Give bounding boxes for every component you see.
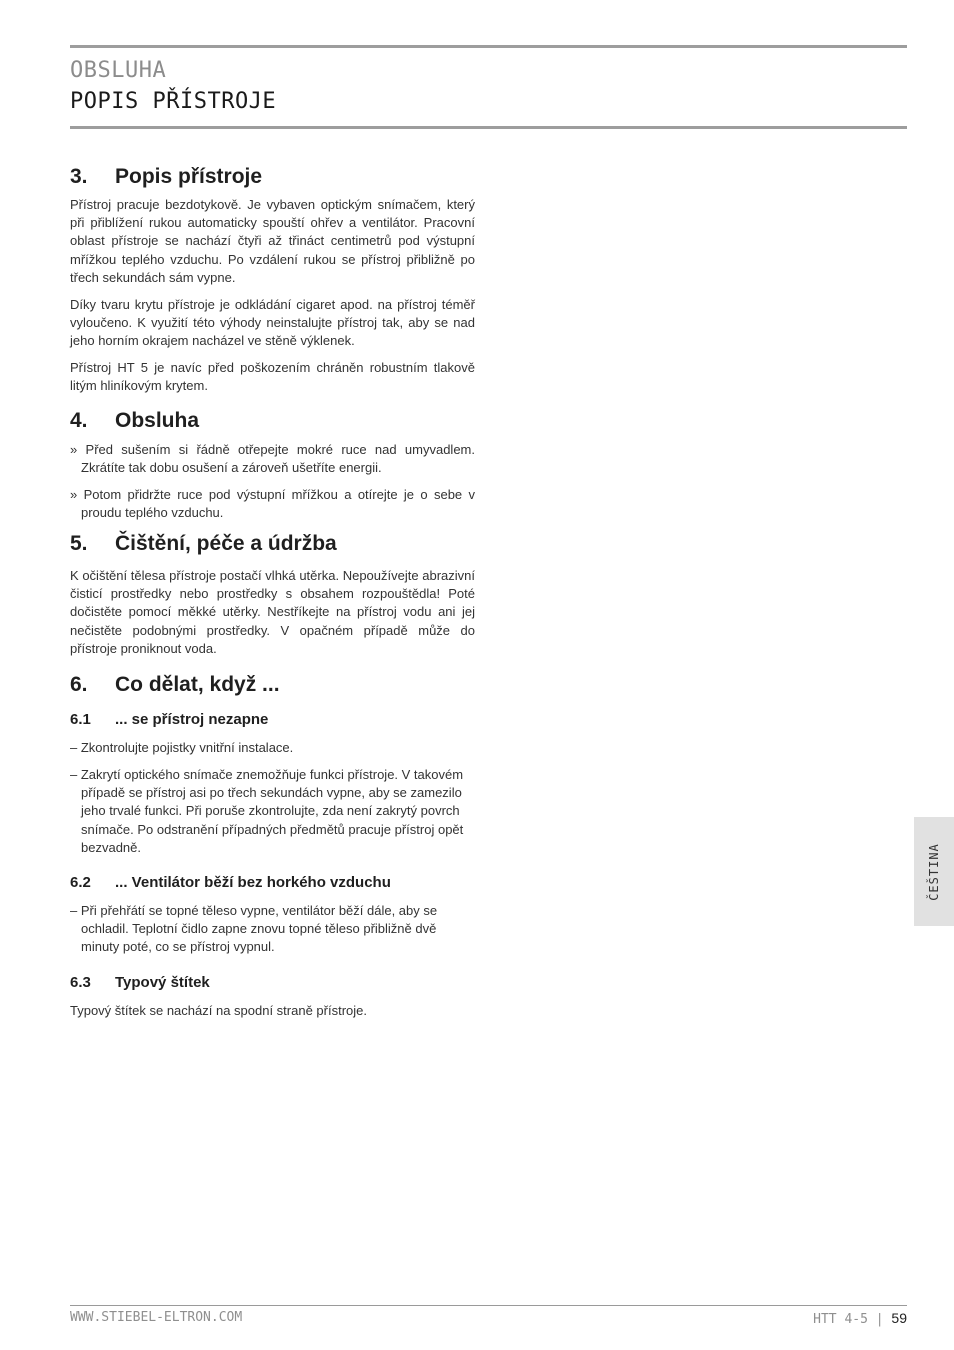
subsection-6-1-heading xyxy=(70,711,268,728)
section-4-number: 4. xyxy=(70,409,88,432)
list-item: – Zakrytí optického snímače znemožňuje funkci přístroje. V takovém případě se přístroj asi po třech sekundách vypne, aby se zamezilo jeho trvalé funkci. Při poruše zkontrolujte, zda není zakrytý povrch snímače. Po odstranění případných předmětů pracuje přístroj opět bezvadně. xyxy=(70,767,464,855)
section-3-title: Popis přístroje xyxy=(115,165,263,188)
list-item: – Při přehřátí se topné těleso vypne, ventilátor běží dále, aby se ochladil. Teplotní čidlo zapne znovu topné těleso přibližně dvě minuty poté, co se přístroj vypnul. xyxy=(70,903,438,955)
subsection-6-2-number: 6.2 xyxy=(70,874,91,891)
section-4-title: Obsluha xyxy=(115,409,200,432)
subsection-6-3-number: 6.3 xyxy=(70,974,91,991)
header-top-rule xyxy=(70,45,907,48)
section-6-number: 6. xyxy=(70,673,88,696)
list-item: » Potom přidržte ruce pod výstupní mřížkou a otírejte je o sebe v proudu teplého vzduchu. xyxy=(70,487,475,521)
section-3-paragraph-1: Přístroj pracuje bezdotykově. Je vybaven optickým snímačem, který při přiblížení rukou automaticky spouští ohřev a ventilátor. Pracovní oblast přístroje se nachází čtyři až třináct centimetrů pod výstupní mřížkou teplého vzduchu. Po vzdálení rukou se přístroj přibližně po třech sekundách sám vypne. xyxy=(70,197,475,285)
footer-separator: | xyxy=(875,1312,884,1327)
footer-rule xyxy=(70,1305,907,1306)
section-3-paragraph-2: Díky tvaru krytu přístroje je odkládání cigaret apod. na přístroj téměř vyloučeno. K využití této výhody neinstalujte přístroj tak, aby se nad jeho horním okrajem nacházel ve stěně výklenek. xyxy=(70,297,475,349)
header-bottom-rule xyxy=(70,126,907,129)
language-tab-label: ČEŠTINA xyxy=(927,842,941,901)
section-5-title: Čištění, péče a údržba xyxy=(115,532,337,555)
language-tab xyxy=(914,817,954,926)
header-section-label: OBSLUHA xyxy=(70,58,167,83)
section-3-heading xyxy=(70,165,262,189)
footer-model: HTT 4-5 xyxy=(813,1312,868,1327)
subsection-6-1-title: ... se přístroj nezapne xyxy=(115,711,269,728)
subsection-6-3-title: Typový štítek xyxy=(115,974,210,991)
section-5-heading xyxy=(70,532,337,556)
subsection-6-2-title: ... Ventilátor běží bez horkého vzduchu xyxy=(115,874,391,891)
section-6-heading xyxy=(70,673,280,697)
list-item: – Zkontrolujte pojistky vnitřní instalace. xyxy=(70,740,294,755)
section-6-title: Co dělat, když ... xyxy=(115,673,280,696)
section-3-number: 3. xyxy=(70,165,88,188)
list-item: » Před sušením si řádně otřepejte mokré ruce nad umyvadlem. Zkrátíte tak dobu osušení a zároveň ušetříte energii. xyxy=(70,442,475,476)
section-3-paragraph-3: Přístroj HT 5 je navíc před poškozením chráněn robustním tlakově litým hliníkovým krytem. xyxy=(70,360,475,394)
subsection-6-3-heading xyxy=(70,974,210,991)
footer-url: WWW.STIEBEL-ELTRON.COM xyxy=(70,1310,243,1325)
subsection-6-1-number: 6.1 xyxy=(70,711,91,728)
header-page-title: POPIS PŘÍSTROJE xyxy=(70,89,277,114)
footer-page-info xyxy=(813,1310,907,1327)
subsection-6-3-text: Typový štítek se nachází na spodní straně přístroje. xyxy=(70,1003,367,1018)
subsection-6-2-heading xyxy=(70,874,391,891)
section-5-paragraph: K očištění tělesa přístroje postačí vlhká utěrka. Nepoužívejte abrazivní čisticí prostředky nebo prostředky s obsahem rozpouštědla! Poté dočistěte pomocí měkké utěrky. Nestříkejte na přístroj vodu ani jej nečistěte podobnými prostředky. V opačném případě může do přístroje proniknout voda. xyxy=(70,568,475,656)
section-4-heading xyxy=(70,409,199,433)
section-5-number: 5. xyxy=(70,532,88,555)
page-number: 59 xyxy=(891,1310,907,1326)
